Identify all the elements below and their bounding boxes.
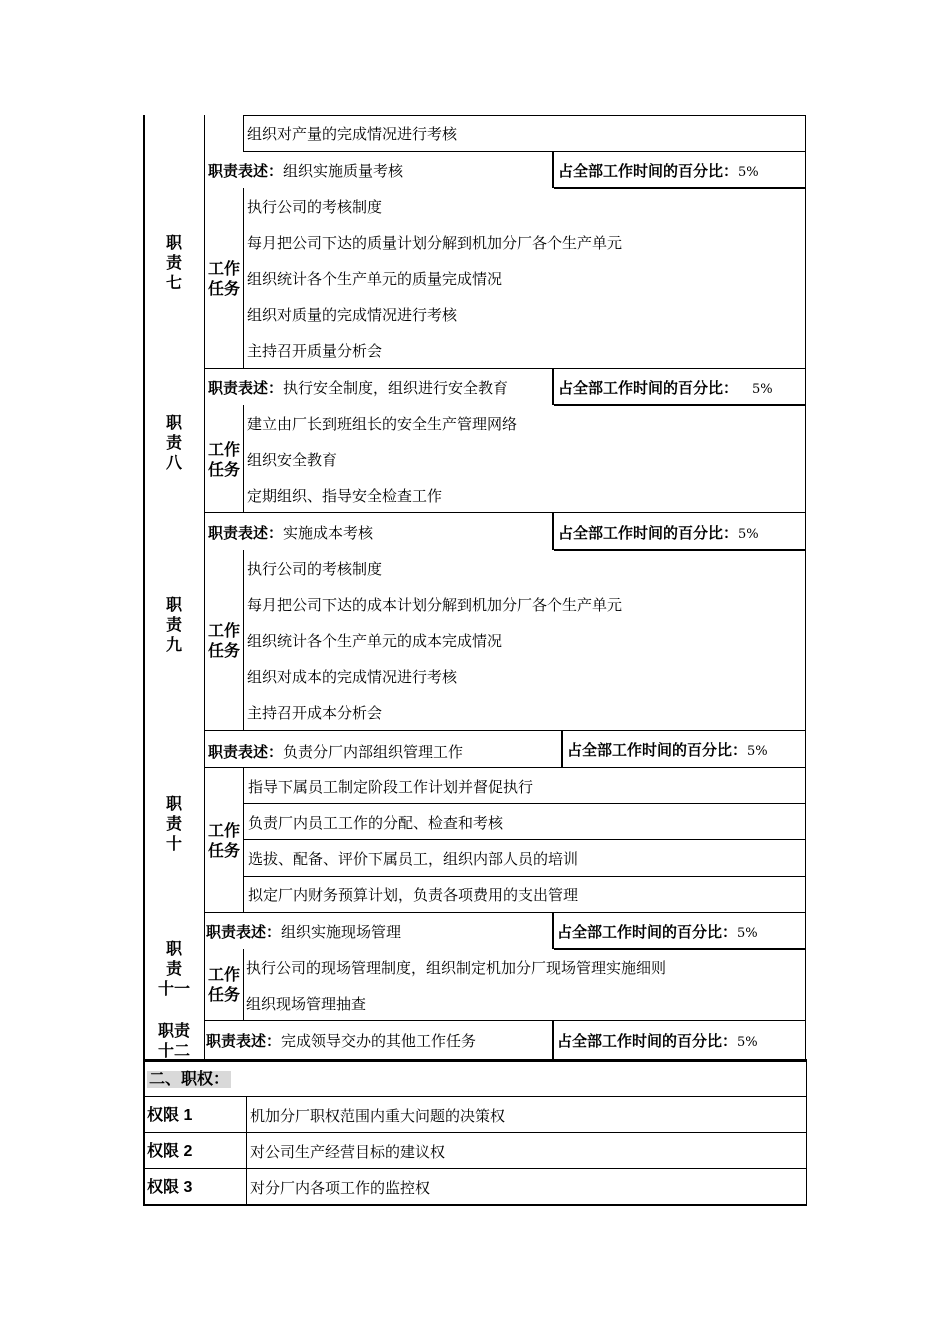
- percent-value: 5%: [737, 926, 758, 941]
- desc-text: 负责分厂内部组织管理工作: [283, 743, 464, 761]
- percent-label: 占全部工作时间的百分比：: [567, 742, 748, 759]
- hline: [204, 730, 806, 731]
- hline: [243, 151, 806, 152]
- table-right-border-lower: [806, 1061, 807, 1205]
- hline: [554, 187, 806, 189]
- hline: [243, 839, 806, 840]
- task-text: 组织对质量的完成情况进行考核: [247, 306, 458, 324]
- percent-label: 占全部工作时间的百分比：: [558, 525, 739, 542]
- hline: [243, 803, 806, 804]
- hline: [204, 1020, 806, 1021]
- percent-divider: [552, 1021, 554, 1061]
- desc-label: 职责表述：: [208, 744, 284, 761]
- desc-text: 完成领导交办的其他工作任务: [281, 1032, 477, 1050]
- task-text: 组织对成本的完成情况进行考核: [247, 668, 458, 686]
- duty-column-divider: [204, 115, 205, 1061]
- desc-label: 职责表述：: [208, 380, 284, 397]
- duty-name-7: 职 责 七: [165, 235, 182, 292]
- task-text: 每月把公司下达的成本计划分解到机加分厂各个生产单元: [247, 596, 623, 614]
- task-text: 执行公司的考核制度: [247, 198, 383, 216]
- task-text: 主持召开成本分析会: [247, 704, 383, 722]
- percent-value: 5%: [738, 527, 759, 542]
- percent-row: [567, 740, 768, 762]
- authority-text: 对分厂内各项工作的监控权: [250, 1179, 431, 1197]
- duty-name-8: 职 责 八: [165, 415, 182, 472]
- duty-name-9: 职 责 九: [165, 597, 182, 654]
- percent-value: 5%: [737, 1035, 758, 1050]
- duty-desc-row: [208, 523, 373, 544]
- authority-label: 权限 2: [147, 1143, 193, 1160]
- task-divider: [243, 768, 244, 912]
- task-divider: [243, 115, 244, 152]
- duty-desc-row: [208, 742, 463, 763]
- hline: [243, 115, 806, 116]
- percent-label: 占全部工作时间的百分比：: [557, 1033, 738, 1050]
- percent-divider: [561, 731, 563, 768]
- percent-label: 占全部工作时间的百分比：: [558, 163, 739, 180]
- percent-row: [557, 922, 758, 944]
- task-text: 指导下属员工制定阶段工作计划并督促执行: [248, 778, 534, 796]
- percent-row: [558, 161, 759, 183]
- task-text: 组织对产量的完成情况进行考核: [247, 125, 458, 143]
- desc-text: 组织实施质量考核: [283, 162, 404, 180]
- percent-divider: [552, 152, 554, 188]
- task-divider: [243, 949, 244, 1021]
- hline: [143, 1168, 807, 1169]
- task-text: 选拔、配备、评价下属员工，组织内部人员的培训: [248, 850, 579, 868]
- authority-label: 权限 3: [147, 1179, 193, 1196]
- task-label: 工作 任务: [207, 261, 240, 298]
- hline: [554, 948, 806, 950]
- percent-value: 5%: [747, 744, 768, 759]
- task-divider: [243, 550, 244, 731]
- percent-divider: [552, 912, 554, 949]
- authority-divider: [246, 1097, 247, 1205]
- task-divider: [243, 188, 244, 369]
- hline: [204, 368, 806, 369]
- hline: [243, 876, 806, 877]
- section-separator: [143, 1059, 807, 1062]
- authority-text: 对公司生产经营目标的建议权: [250, 1143, 446, 1161]
- hline: [204, 512, 806, 513]
- task-text: 负责厂内员工工作的分配、检查和考核: [248, 814, 504, 832]
- task-text: 组织统计各个生产单元的质量完成情况: [247, 270, 503, 288]
- desc-label: 职责表述：: [206, 924, 282, 941]
- task-label: 工作 任务: [207, 623, 240, 660]
- task-text: 组织统计各个生产单元的成本完成情况: [247, 632, 503, 650]
- percent-row: [558, 378, 773, 400]
- task-text: 每月把公司下达的质量计划分解到机加分厂各个生产单元: [247, 234, 623, 252]
- authority-text: 机加分厂职权范围内重大问题的决策权: [250, 1107, 506, 1125]
- desc-text: 实施成本考核: [283, 524, 374, 542]
- table-right-border: [805, 115, 806, 1061]
- task-text: 拟定厂内财务预算计划，负责各项费用的支出管理: [248, 886, 579, 904]
- percent-label: 占全部工作时间的百分比：: [557, 924, 738, 941]
- hline: [554, 549, 806, 551]
- task-text: 组织安全教育: [247, 451, 338, 469]
- task-text: 执行公司的考核制度: [247, 560, 383, 578]
- percent-divider: [552, 513, 554, 550]
- hline: [204, 912, 806, 913]
- hline: [143, 1132, 807, 1133]
- duty-desc-row: [206, 922, 401, 943]
- task-divider: [243, 405, 244, 513]
- duty-name-10: 职 责 十: [165, 796, 182, 853]
- authority-label: 权限 1: [147, 1107, 193, 1124]
- task-label: 工作 任务: [207, 823, 240, 860]
- percent-row: [558, 523, 759, 545]
- hline: [554, 404, 806, 406]
- duty-desc-row: [206, 1031, 476, 1052]
- duty-name-12: 职责 十二: [157, 1023, 190, 1060]
- desc-text: 执行安全制度，组织进行安全教育: [283, 379, 509, 397]
- duty-desc-row: [208, 161, 403, 182]
- task-label: 工作 任务: [207, 442, 240, 479]
- duty-desc-row: [208, 378, 508, 399]
- table-bottom-border: [143, 1204, 807, 1206]
- task-text: 定期组织、指导安全检查工作: [247, 487, 443, 505]
- desc-label: 职责表述：: [208, 525, 284, 542]
- percent-divider: [552, 369, 554, 405]
- section-title: 二、职权：: [149, 1071, 230, 1088]
- hline: [143, 1096, 807, 1097]
- task-text: 执行公司的现场管理制度，组织制定机加分厂现场管理实施细则: [246, 959, 667, 977]
- percent-row: [557, 1031, 758, 1053]
- desc-label: 职责表述：: [208, 163, 284, 180]
- duty-name-11: 职 责 十一: [157, 941, 190, 998]
- task-text: 主持召开质量分析会: [247, 342, 383, 360]
- task-text: 建立由厂长到班组长的安全生产管理网络: [247, 415, 518, 433]
- percent-value: 5%: [752, 382, 773, 397]
- hline: [204, 767, 806, 768]
- percent-label: 占全部工作时间的百分比：: [558, 380, 739, 397]
- desc-text: 组织实施现场管理: [281, 923, 402, 941]
- desc-label: 职责表述：: [206, 1033, 282, 1050]
- percent-value: 5%: [738, 165, 759, 180]
- task-text: 组织现场管理抽查: [246, 995, 367, 1013]
- task-label: 工作 任务: [207, 967, 240, 1004]
